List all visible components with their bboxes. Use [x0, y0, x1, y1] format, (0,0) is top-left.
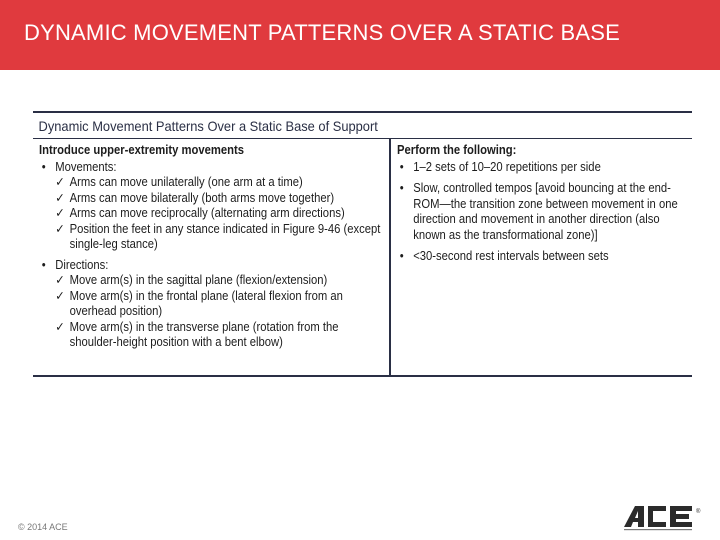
slide-title: DYNAMIC MOVEMENT PATTERNS OVER A STATIC BASE: [24, 20, 620, 45]
list-item-text: Arms can move bilaterally (both arms move together): [69, 190, 335, 205]
list-item-text: Arms can move reciprocally (alternating arm directions): [69, 206, 345, 220]
list-item-directions: [39, 258, 383, 351]
movements-checklist: [55, 175, 382, 253]
check-icon: ✓: [55, 288, 65, 303]
title-bar: [0, 0, 720, 70]
table-caption: Dynamic Movement Patterns Over a Static Base of Support: [38, 118, 378, 134]
left-column-heading: Introduce upper-extremity movements: [39, 143, 245, 157]
check-icon: ✓: [55, 190, 65, 205]
list-item: [55, 191, 382, 207]
ace-logo: [622, 503, 710, 533]
directions-checklist: [55, 273, 382, 351]
right-column-heading: Perform the following:: [397, 143, 517, 157]
table-body: [33, 139, 692, 377]
list-item: [55, 320, 382, 351]
right-bullet-list: [397, 160, 686, 265]
table-left-column: [33, 139, 391, 375]
table-right-column: [391, 139, 692, 375]
logo-registered-mark: ®: [696, 509, 701, 515]
list-item-text: Move arm(s) in the frontal plane (lateral flexion from an overhead position): [69, 288, 343, 318]
movements-label: Movements:: [55, 159, 117, 174]
list-item-text: Position the feet in any stance indicated in Figure 9-46 (except single-leg stance): [69, 221, 381, 251]
list-item: • <30-second rest intervals between sets: [397, 249, 686, 265]
list-item: [55, 222, 382, 253]
support-table: [33, 111, 692, 377]
list-item: • 1–2 sets of 10–20 repetitions per side: [397, 160, 686, 176]
check-icon: ✓: [55, 273, 65, 287]
check-icon: ✓: [55, 206, 65, 220]
list-item: • Slow, controlled tempos [avoid bouncing at the end-ROM—the transition zone between movement in one direction and movement in another direction (also known as the transformational zone)]: [397, 181, 686, 243]
list-item-text: Arms can move unilaterally (one arm at a time): [69, 175, 303, 189]
left-bullet-list: [39, 160, 383, 351]
list-item: [55, 175, 382, 191]
list-item-movements: [39, 160, 383, 253]
list-item: [55, 289, 382, 320]
copyright-text: © 2014 ACE: [18, 522, 68, 532]
check-icon: ✓: [55, 175, 65, 189]
check-icon: ✓: [55, 221, 65, 236]
check-icon: ✓: [55, 319, 65, 334]
directions-label: Directions:: [55, 257, 109, 272]
list-item: [55, 206, 382, 222]
list-item-text: Move arm(s) in the sagittal plane (flexion/extension): [69, 273, 328, 287]
list-item-text: Move arm(s) in the transverse plane (rotation from the shoulder-height position with a bent elbow): [69, 319, 339, 349]
list-item: [55, 273, 382, 289]
